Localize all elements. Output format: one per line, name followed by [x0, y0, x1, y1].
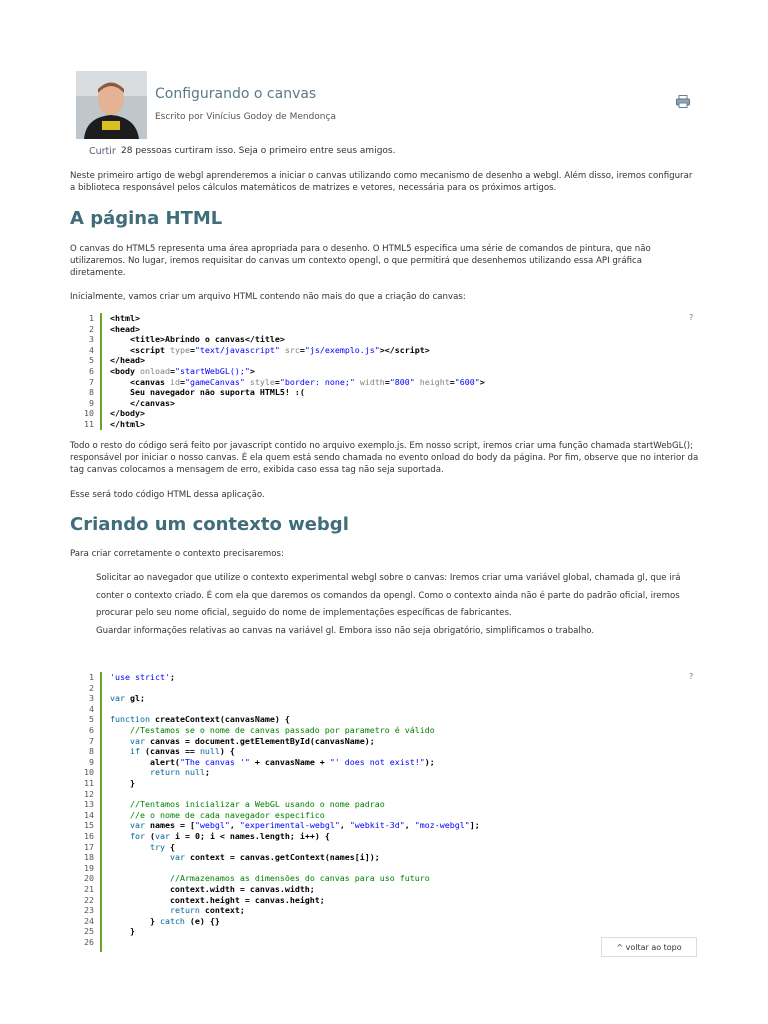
section-heading-html: A página HTML: [70, 208, 223, 229]
code-line: [70, 736, 700, 747]
line-number: 8: [89, 387, 94, 398]
code-line: [70, 746, 700, 757]
code-line: [70, 873, 700, 884]
line-number: 20: [84, 873, 94, 884]
code-text: } catch (e) {}: [110, 915, 220, 926]
like-count-text: 28 pessoas curtiram isso. Seja o primeiro entre seus amigos.: [121, 146, 396, 156]
line-number: 6: [89, 366, 94, 376]
code-line: [70, 757, 700, 768]
code-line: [70, 324, 700, 335]
code-line: [70, 313, 700, 324]
code-line: [70, 693, 700, 704]
code-line: [70, 926, 700, 937]
code-line: [70, 714, 700, 725]
code-line: [70, 366, 700, 377]
paragraph: Inicialmente, vamos criar um arquivo HTML contendo não mais do que a criação do canvas:: [70, 292, 466, 302]
code-line: [70, 345, 700, 356]
code-text: <body onload="startWebGL();">: [110, 366, 255, 376]
code-line: [70, 704, 700, 715]
line-number: 9: [89, 397, 94, 408]
line-number: 25: [84, 926, 94, 937]
code-line: [70, 842, 700, 853]
line-number: 24: [84, 915, 94, 926]
code-text: var gl;: [110, 693, 145, 704]
code-line: [70, 916, 700, 927]
line-number: 9: [89, 756, 94, 767]
code-line: [70, 355, 700, 366]
code-text: function createContext(canvasName) {: [110, 714, 290, 725]
code-line: [70, 831, 700, 842]
code-text: 'use strict';: [110, 672, 175, 682]
line-number: 2: [89, 323, 94, 334]
line-number: 18: [84, 852, 94, 863]
line-number: 22: [84, 894, 94, 905]
line-number: 23: [84, 905, 94, 916]
line-number: 8: [89, 746, 94, 757]
line-number: 1: [89, 672, 94, 682]
line-number: 5: [89, 714, 94, 725]
code-text: alert("The canvas '" + canvasName + "' does not exist!");: [110, 756, 435, 767]
code-line: [70, 810, 700, 821]
line-number: 14: [84, 809, 94, 820]
code-line: [70, 725, 700, 736]
code-block-js: [70, 672, 700, 952]
code-line: [70, 863, 700, 874]
code-text: //Tentamos inicializar a WebGL usando o nome padrao: [129, 799, 385, 810]
code-text: <html>: [110, 313, 140, 323]
code-text: return null;: [149, 767, 210, 778]
intro-paragraph: Neste primeiro artigo de webgl aprenderemos a iniciar o canvas utilizando como mecanismo de desenho a webgl. Além disso, iremos configurar a biblioteca responsável pelos cálculos matemáticos de matrizes e vetores, necessária para os próximos artigos.: [70, 171, 693, 193]
code-text: <script type="text/javascript" src="js/exemplo.js"></script>: [110, 344, 430, 355]
line-number: 11: [84, 419, 94, 429]
code-text: Seu navegador não suporta HTML5! :(: [110, 387, 305, 398]
code-text: //Testamos se o nome de canvas passado por parametro é válido: [129, 725, 435, 735]
code-line: [70, 377, 700, 388]
code-line: [70, 398, 700, 409]
code-text: }: [110, 926, 135, 937]
code-text: if (canvas == null) {: [129, 746, 235, 757]
code-line: [70, 895, 700, 906]
line-number: 10: [84, 408, 94, 419]
code-line: [70, 408, 700, 419]
code-text: context.width = canvas.width;: [110, 884, 315, 894]
code-line: [70, 884, 700, 895]
code-text: context.height = canvas.height;: [110, 894, 325, 905]
line-number: 11: [84, 778, 94, 788]
paragraph: Esse será todo código HTML dessa aplicação.: [70, 490, 265, 500]
code-text: var context = canvas.getContext(names[i]);: [169, 852, 380, 863]
code-help-link[interactable]: ?: [689, 672, 694, 681]
line-number: 3: [89, 334, 94, 345]
code-text: </body>: [110, 408, 145, 419]
like-button[interactable]: Curtir: [89, 146, 116, 157]
article-title: Configurando o canvas: [155, 86, 317, 102]
line-number: 16: [84, 831, 94, 841]
line-number: 4: [89, 703, 94, 714]
paragraph: O canvas do HTML5 representa uma área apropriada para o desenho. O HTML5 especifica uma série de comandos de pintura, que não utilizaremos. No lugar, iremos requisitar do canvas um contexto opengl, o que permitirá que desenhemos utilizando essa API gráfica diretamente.: [70, 244, 651, 278]
code-block-html: [70, 313, 700, 431]
line-number: 3: [89, 693, 94, 704]
line-number: 26: [84, 937, 94, 947]
back-to-top-button[interactable]: ^ voltar ao topo: [601, 937, 697, 957]
code-text: //e o nome de cada navegador especifico: [129, 809, 325, 820]
code-text: var canvas = document.getElementById(canvasName);: [129, 735, 375, 746]
line-number: 2: [89, 682, 94, 693]
code-line: [70, 387, 700, 398]
code-line: [70, 334, 700, 345]
line-number: 4: [89, 344, 94, 355]
code-text: <head>: [110, 323, 140, 334]
author-avatar: [76, 71, 147, 139]
code-line: [70, 905, 700, 916]
article-byline: Escrito por Vinícius Godoy de Mendonça: [155, 112, 336, 122]
line-number: 5: [89, 355, 94, 366]
code-line: [70, 672, 700, 683]
code-line: [70, 852, 700, 863]
requirement-item: Guardar informações relativas ao canvas na variável gl. Embora isso não seja obrigatório, simplificamos o trabalho.: [96, 626, 595, 636]
code-text: </head>: [110, 355, 145, 366]
section-heading-webgl: Criando um contexto webgl: [70, 514, 349, 535]
code-text: <canvas id="gameCanvas" style="border: none;" width="800" height="600">: [110, 376, 485, 387]
line-number: 6: [89, 725, 94, 735]
code-line: [70, 778, 700, 789]
code-line: [70, 820, 700, 831]
code-line: [70, 419, 700, 430]
code-text: <title>Abrindo o canvas</title>: [110, 334, 285, 345]
code-text: var names = ["webgl", "experimental-webgl", "webkit-3d", "moz-webgl"];: [129, 820, 480, 831]
line-number: 7: [89, 376, 94, 387]
paragraph: Para criar corretamente o contexto precisaremos:: [70, 549, 284, 559]
line-number: 10: [84, 767, 94, 778]
requirement-item: Solicitar ao navegador que utilize o contexto experimental webgl sobre o canvas: Iremos criar uma variável global, chamada gl, que irá conter o contexto criado. É com ela que daremos os comandos da opengl. Como o contexto ainda não é parte do padrão oficial, iremos procurar pelo seu nome oficial, seguido do nome de implementações específicas de fabricantes.: [96, 573, 681, 618]
line-number: 21: [84, 884, 94, 894]
line-number: 7: [89, 735, 94, 746]
line-number: 13: [84, 799, 94, 810]
line-number: 12: [84, 788, 94, 799]
line-number: 19: [84, 862, 94, 873]
code-line: [70, 789, 700, 800]
code-text: //Armazenamos as dimensões do canvas para uso futuro: [169, 873, 430, 884]
line-number: 17: [84, 841, 94, 852]
code-text: </canvas>: [110, 397, 175, 408]
code-line: [70, 799, 700, 810]
code-text: }: [110, 778, 135, 788]
code-help-link[interactable]: ?: [689, 313, 694, 322]
print-icon[interactable]: [676, 93, 690, 106]
code-text: try {: [149, 841, 175, 852]
code-text: for (var i = 0; i < names.length; i++) {: [129, 831, 330, 841]
code-line: [70, 767, 700, 778]
line-number: 15: [84, 820, 94, 831]
code-text: </html>: [110, 419, 145, 429]
code-text: return context;: [169, 905, 245, 916]
line-number: 1: [89, 313, 94, 323]
paragraph: Todo o resto do código será feito por javascript contido no arquivo exemplo.js. Em nosso script, iremos criar uma função chamada startWebGL(); responsável por iniciar o nosso canvas. É ela quem está sendo chamada no evento onload do body da página. Por fim, observe que no interior da tag canvas colocamos a mensagem de erro, exibida caso essa tag não seja suportada.: [70, 441, 699, 475]
code-line: [70, 683, 700, 694]
